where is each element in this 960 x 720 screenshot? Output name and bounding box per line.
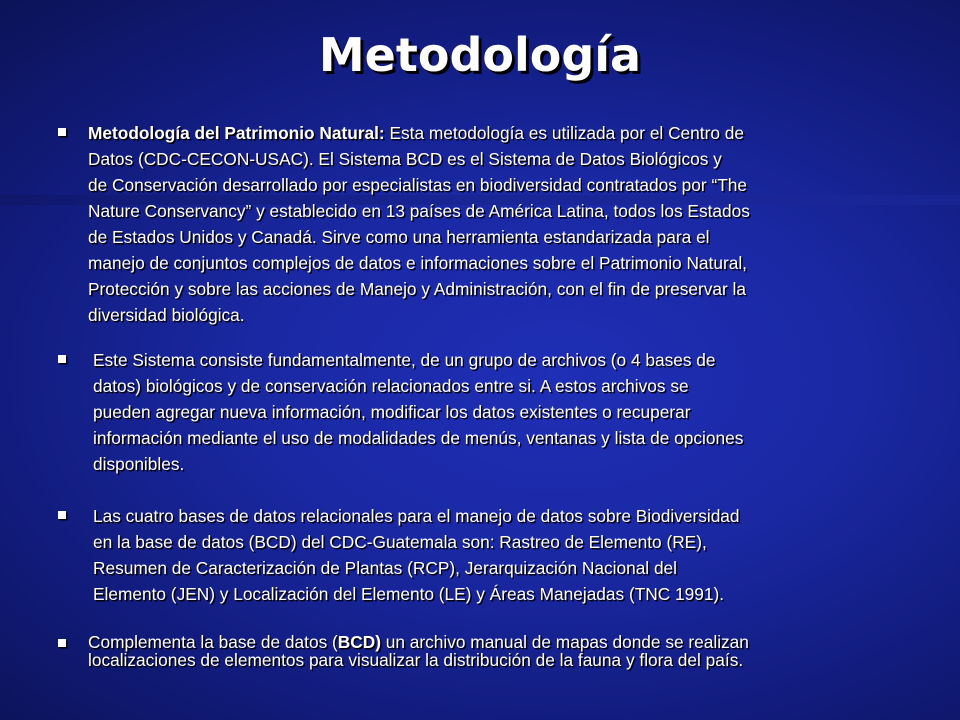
bullet-line: datos) biológicos y de conservación relacionados entre si. A estos archivos se bbox=[93, 376, 689, 396]
bullet-line: Protección y sobre las acciones de Manejo y Administración, con el fin de preservar la bbox=[88, 279, 746, 299]
bullet-line: Este Sistema consiste fundamentalmente, de un grupo de archivos (o 4 bases de bbox=[93, 350, 716, 370]
bullet-bold-lead: Metodología del Patrimonio Natural: bbox=[88, 123, 385, 143]
bullet-line: en la base de datos (BCD) del CDC-Guatemala son: Rastreo de Elemento (RE), bbox=[93, 532, 707, 552]
bullet-patrimonio-natural bbox=[58, 120, 916, 328]
bullet-bold-bcd: BCD) bbox=[337, 632, 381, 652]
bullet-text bbox=[93, 503, 916, 607]
bullet-line: manejo de conjuntos complejos de datos e informaciones sobre el Patrimonio Natural, bbox=[88, 253, 747, 273]
bullet-cuatro-bases bbox=[58, 503, 916, 607]
bullet-line: Esta metodología es utilizada por el Centro de bbox=[384, 123, 744, 143]
bullet-line: diversidad biológica. bbox=[88, 305, 245, 325]
bullet-text-pre: Complementa la base de datos ( bbox=[88, 632, 338, 652]
bullet-line: pueden agregar nueva información, modificar los datos existentes o recuperar bbox=[93, 402, 691, 422]
square-bullet-icon bbox=[58, 511, 66, 519]
bullet-sistema-archivos bbox=[58, 347, 916, 477]
square-bullet-icon bbox=[58, 128, 66, 136]
bullet-text bbox=[88, 633, 916, 669]
bullet-line: Las cuatro bases de datos relacionales para el manejo de datos sobre Biodiversidad bbox=[93, 506, 740, 526]
bullet-line: disponibles. bbox=[93, 454, 185, 474]
bullet-line: información mediante el uso de modalidades de menús, ventanas y lista de opciones bbox=[93, 428, 744, 448]
bullet-line: de Conservación desarrollado por especialistas en biodiversidad contratados por “The bbox=[88, 175, 747, 195]
bullet-line: Nature Conservancy” y establecido en 13 países de América Latina, todos los Estados bbox=[88, 201, 750, 221]
square-bullet-icon bbox=[58, 639, 66, 647]
slide-title: Metodología bbox=[318, 28, 642, 82]
bullet-line: de Estados Unidos y Canadá. Sirve como una herramienta estandarizada para el bbox=[88, 227, 710, 247]
bullet-text bbox=[93, 347, 916, 477]
bullet-text-post: un archivo manual de mapas donde se realizan bbox=[380, 632, 749, 652]
square-bullet-icon bbox=[58, 355, 66, 363]
bullet-line: Datos (CDC-CECON-USAC). El Sistema BCD es el Sistema de Datos Biológicos y bbox=[88, 149, 722, 169]
bullet-text bbox=[88, 120, 916, 328]
bullet-line: Resumen de Caracterización de Plantas (RCP), Jerarquización Nacional del bbox=[93, 558, 678, 578]
bullet-line: localizaciones de elementos para visualizar la distribución de la fauna y flora del país. bbox=[88, 650, 744, 670]
bullet-line: Elemento (JEN) y Localización del Elemento (LE) y Áreas Manejadas (TNC 1991). bbox=[93, 584, 725, 604]
bullet-complementa bbox=[58, 633, 916, 669]
